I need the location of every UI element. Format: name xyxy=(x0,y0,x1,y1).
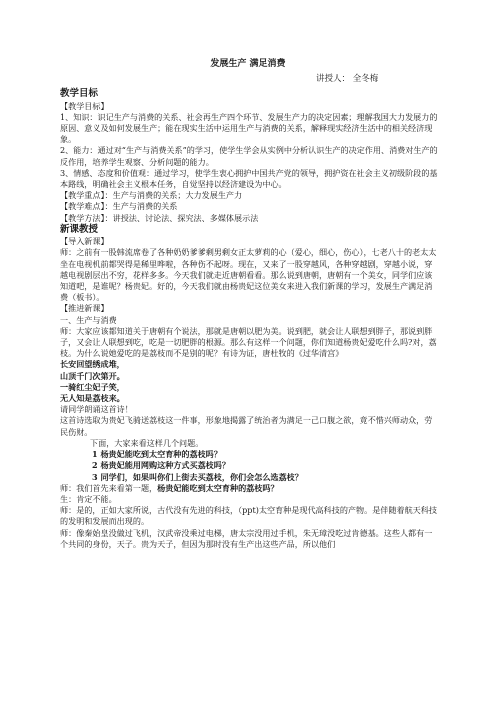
objective-item: 【教学重点】：生产与消费的关系；大力发展生产力 xyxy=(60,190,243,201)
paragraph: 请同学朗诵这首诗！ xyxy=(60,404,133,415)
objective-item: 2、能力：通过对“生产与消费关系”的学习，使学生学会从实例中分析认识生产的决定作用、消费对生产的反作用，培养学生观察、分析问题的能力。 xyxy=(60,145,438,167)
objective-item: 【教学难点】：生产与消费的关系 xyxy=(60,201,178,212)
section-heading-lesson: 新课教授 xyxy=(60,223,99,235)
question-item: 1 杨贵妃能吃到太空育种的荔枝吗？ xyxy=(92,449,222,460)
paragraph: 师：像秦始皇没做过飞机，汉武帝没乘过电梯，唐太宗没用过手机，朱无璋没吃过肯德基。这些人都有一个共同的身份，天子。贵为天子，但因为那时没有生产出这些产品，所以他们 xyxy=(60,527,433,549)
tag-advance: 【推进新课】 xyxy=(60,303,109,314)
tag-objectives: 【教学目标】 xyxy=(60,100,109,111)
paragraph: 师：是的，正如大家所说，古代没有先进的科技，（ppt)太空育种是现代高科技的产物。是伴随着航天科技的发明和发展而出现的。 xyxy=(60,505,437,527)
paragraph: 生：肯定不能。 xyxy=(60,493,117,504)
question-item: 3 同学们，如果叫你们上街去买荔枝，你们会怎么选荔枝？ xyxy=(92,471,303,482)
paragraph: 师：大家应该都知道关于唐朝有个说法，那就是唐朝以肥为美。说到肥，就会让人联想到胖子，那说到胖子，又会让人联想到吃，吃是一切肥胖的根源。那么有这样一个问题，你们知道杨贵妃爱吃什么吗?对，荔枝。为什么说她爱吃的是荔枝而不是别的呢？有诗为证，唐杜牧的《过华清宫》 xyxy=(60,325,437,359)
qa-question: 杨贵妃能吃到太空育种的荔枝吗？ xyxy=(157,482,279,493)
objective-item: 1、知识：识记生产与消费的关系、社会再生产四个环节、发展生产力的决定因素；理解我国大力发展力的原因、意义及如何发展生产；能在现实生活中运用生产与消费的关系，解释现实经济生活中的相关经济现象。 xyxy=(60,111,438,145)
lecturer-line: 讲授人： 全冬梅 xyxy=(316,74,379,84)
paragraph xyxy=(60,483,438,494)
objective-item: 3、情感、态度和价值观：通过学习，使学生衷心拥护中国共产党的领导，拥护资在社会主义初级阶段的基本路线，明确社会主义根本任务，自觉坚持以经济建设为中心。 xyxy=(60,167,438,189)
section-heading-objectives: 教学目标 xyxy=(60,88,99,99)
intro-paragraph: 师：之前有一股韩流席卷了各种奶奶爹爹剩男剩女正太萝莉的心（爱心，细心，伤心），七老八十的老太太坐在电视机前都哭得是稀里哗啦，各种伤不起呀。现在，又来了一股穿越风，各种穿越剧，穿越小说，穿越电视剧层出不穷，花样多多。今天我们就走近唐朝看看。那么说到唐朝，唐朝有一个美女，同学们应该知道吧，是谁呢？杨贵妃。好的，今天我们就由杨贵妃这位美女来进入我们新课的学习，发展生产满足消费（板书）。 xyxy=(60,247,437,303)
paragraph: 下面，大家来看这样几个问题。 xyxy=(90,437,204,448)
document-title: 发展生产 满足消费 xyxy=(210,59,286,69)
qa-prefix: 师：我们首先来看第一题， xyxy=(60,482,158,493)
poem-line: 长安回望绣成堆， xyxy=(60,359,125,370)
paragraph: 这首诗选取为贵妃飞骑送荔枝这一件事，形象地揭露了统治者为满足一己口腹之欲，竟不惜兴师动众，劳民伤财。 xyxy=(60,415,433,437)
poem-line: 山顶千门次第开。 xyxy=(60,370,125,381)
document-body xyxy=(60,88,438,550)
subheading-production: 一、生产与消费 xyxy=(60,314,117,325)
objective-item: 【教学方法】：讲授法、讨论法、探究法、多媒体展示法 xyxy=(60,212,259,223)
poem-line: 无人知是荔枝来。 xyxy=(60,393,125,404)
question-item: 2 杨贵妃能用网购这种方式买荔枝吗？ xyxy=(92,460,230,471)
poem-line: 一骑红尘妃子笑， xyxy=(60,381,125,392)
tag-intro: 【导入新课】 xyxy=(60,236,109,247)
